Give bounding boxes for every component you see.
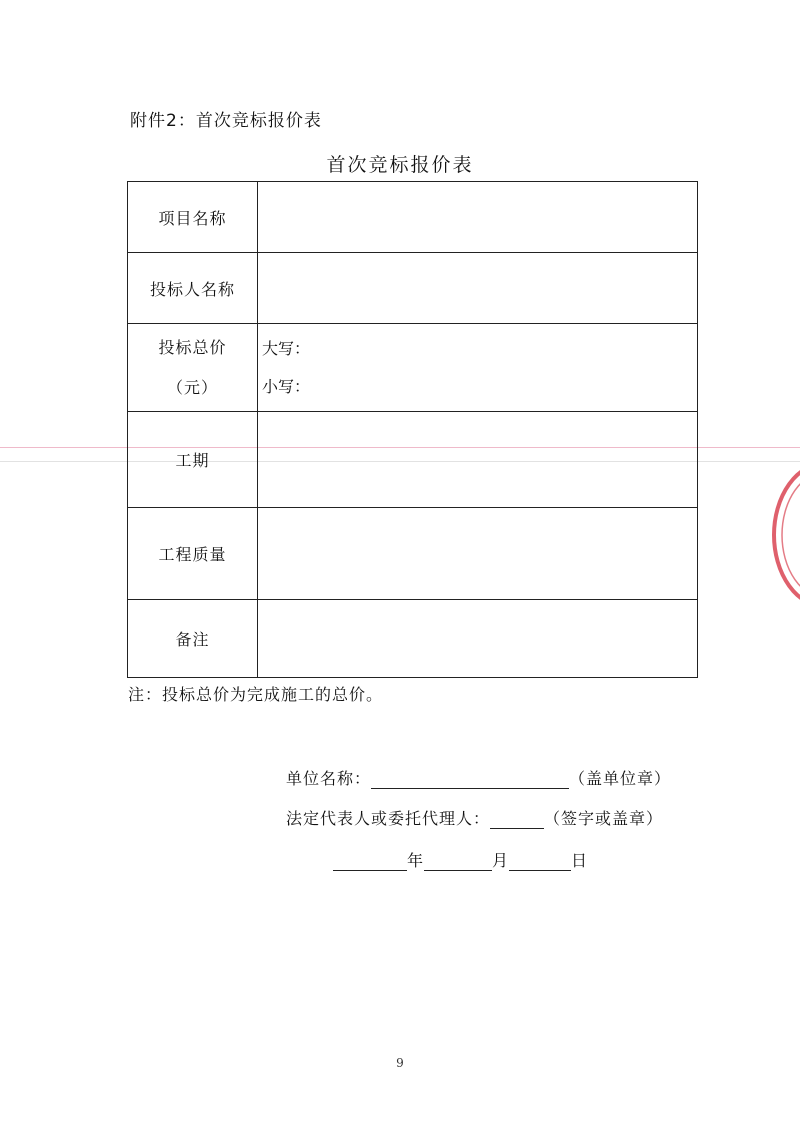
representative-row [286, 806, 663, 829]
day-blank[interactable] [509, 852, 571, 871]
table-row [128, 324, 698, 412]
project-name-cell[interactable] [258, 182, 698, 253]
quote-table [127, 181, 698, 678]
total-price-label [128, 324, 258, 412]
month-label: 月 [492, 851, 510, 870]
table-row [128, 508, 698, 600]
representative-suffix: （签字或盖章） [544, 809, 664, 828]
unit-name-label: 单位名称： [286, 769, 372, 788]
day-label: 日 [571, 851, 589, 870]
partial-seal-stamp [768, 455, 800, 615]
total-price-label-line1: 投标总价 [158, 337, 227, 357]
table-row [128, 253, 698, 324]
page-number: 9 [396, 1056, 404, 1070]
attachment-title: 附件2：首次竞标报价表 [130, 111, 322, 131]
year-label: 年 [407, 851, 425, 870]
table-row [128, 182, 698, 253]
lowercase-label: 小写： [262, 376, 311, 396]
quality-cell[interactable] [258, 508, 698, 600]
representative-blank[interactable] [490, 810, 544, 829]
uppercase-label: 大写： [262, 338, 311, 358]
year-blank[interactable] [333, 852, 407, 871]
duration-label: 工期 [128, 412, 258, 508]
table-row [128, 412, 698, 508]
duration-cell[interactable] [258, 412, 698, 508]
unit-name-blank[interactable] [371, 770, 569, 789]
date-row [333, 848, 588, 871]
quality-label: 工程质量 [128, 508, 258, 600]
project-name-label: 项目名称 [128, 182, 258, 253]
table-note: 注：投标总价为完成施工的总价。 [128, 685, 384, 704]
unit-name-row [286, 766, 671, 789]
bidder-name-cell[interactable] [258, 253, 698, 324]
bidder-name-label: 投标人名称 [128, 253, 258, 324]
remarks-cell[interactable] [258, 600, 698, 678]
unit-name-suffix: （盖单位章） [569, 769, 672, 788]
remarks-label: 备注 [128, 600, 258, 678]
total-price-cell[interactable] [258, 324, 698, 412]
table-title: 首次竞标报价表 [326, 154, 474, 176]
table-row [128, 600, 698, 678]
total-price-label-line2: （元） [166, 377, 218, 397]
month-blank[interactable] [424, 852, 492, 871]
representative-label: 法定代表人或委托代理人： [286, 809, 491, 828]
